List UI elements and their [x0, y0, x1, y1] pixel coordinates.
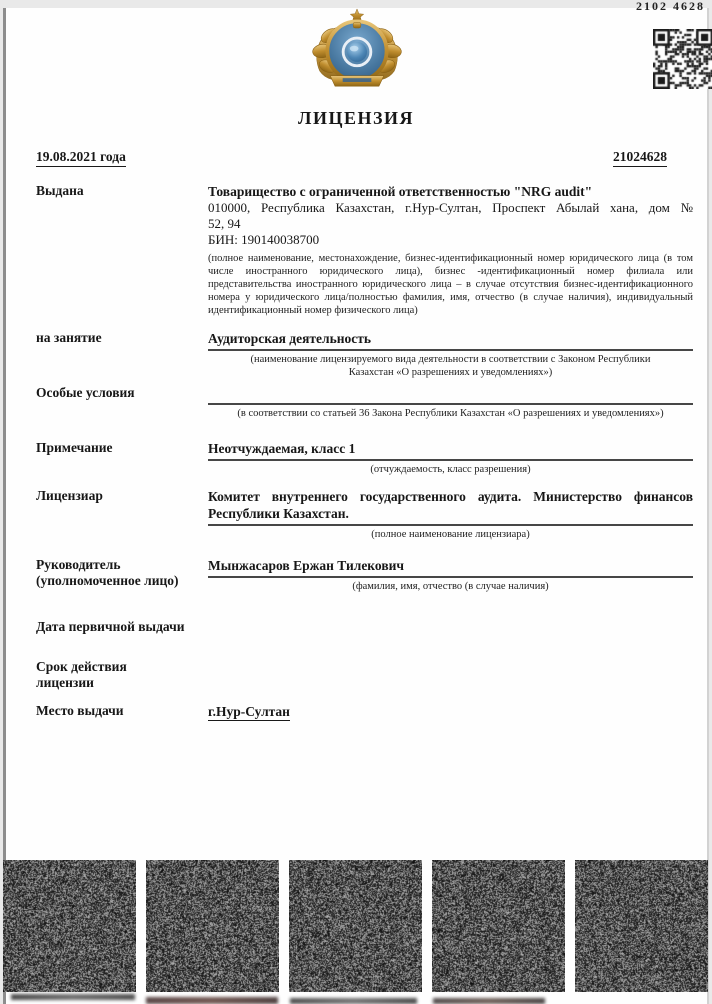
field-note: (полное наименование, местонахождение, бизнес-идентификационный номер юридического лица (в том числе иностранного юридического лица), бизнес -идентификационный номер филиала или представительства иностранного юридического лица – в случае отсутствия бизнес-идентификационного номера у юридического лица/полностью фамилия, имя, отчество (в случае наличия), индивидуальный идентификационный номер физического лица) — [208, 253, 693, 316]
special-conditions-value — [208, 385, 693, 401]
validity-label-line1: Срок действия — [36, 659, 127, 674]
license-number: 21024628 — [613, 149, 667, 167]
bottom-smudge — [11, 994, 135, 1000]
field-label: Выдана — [36, 183, 84, 198]
field-label: Примечание — [36, 440, 113, 455]
field-label: Место выдачи — [36, 703, 124, 718]
noise-block — [575, 860, 708, 992]
bottom-noise-strip — [3, 860, 709, 992]
cropped-code-text: 2102 4628 — [636, 0, 705, 13]
noise-block — [289, 860, 422, 992]
field-label — [36, 557, 208, 589]
licensee-address-line1: 010000, Республика Казахстан, г.Нур-Султан, Проспект Абылай хана, дом № — [208, 200, 693, 215]
head-name: Мынжасаров Ержан Тилекович — [208, 558, 405, 573]
activity-value: Аудиторская деятельность — [208, 331, 372, 346]
signature-rule — [208, 459, 693, 461]
field-label: на занятие — [36, 330, 102, 345]
date-number-row — [36, 149, 693, 167]
field-note: (фамилия, имя, отчество (в случае наличия) — [352, 581, 549, 592]
field-label: Особые условия — [36, 385, 135, 400]
document-title: ЛИЦЕНЗИЯ — [298, 108, 414, 128]
field-value — [208, 330, 693, 379]
bottom-smudge — [290, 998, 417, 1004]
field-row-activity — [36, 330, 693, 379]
licensor-value: Комитет внутреннего государственного аудита. Министерство финансов Республики Казахстан. — [208, 489, 693, 521]
validity-label-line2: лицензии — [36, 675, 94, 690]
signature-rule — [208, 349, 693, 351]
bottom-smudge — [433, 998, 545, 1004]
head-label-line2: (уполномоченное лицо) — [36, 573, 179, 588]
field-note: (полное наименование лицензиара) — [371, 529, 530, 540]
head-label-line1: Руководитель — [36, 557, 121, 572]
field-note: (отчуждаемость, класс разрешения) — [370, 464, 531, 475]
signature-rule — [208, 576, 693, 578]
noise-block — [3, 860, 136, 992]
field-row-validity — [36, 659, 693, 691]
kazakhstan-emblem-icon — [307, 8, 407, 92]
field-label: Дата первичной выдачи — [36, 619, 185, 634]
field-row-licensor — [36, 488, 693, 541]
field-row-issued-to — [36, 183, 693, 317]
field-row-first-issue-date — [36, 619, 693, 635]
license-document-page — [3, 0, 709, 1004]
field-label: Лицензиар — [36, 488, 103, 503]
field-row-remark — [36, 440, 693, 476]
field-label — [36, 659, 208, 691]
licensee-bin: БИН: 190140038700 — [208, 232, 320, 247]
noise-block — [146, 860, 279, 992]
licensee-address-line2: 52, 94 — [208, 216, 241, 231]
signature-rule — [208, 403, 693, 405]
field-row-head — [36, 557, 693, 593]
top-right-cropped-code — [636, 0, 706, 13]
field-value — [208, 385, 693, 420]
emblem-svg — [307, 8, 407, 92]
field-value — [208, 183, 693, 317]
qr-code-canvas — [653, 29, 712, 89]
scan-edge-right — [707, 8, 709, 1004]
licensee-name: Товарищество с ограниченной ответственностью "NRG audit" — [208, 184, 593, 199]
issue-place-value: г.Нур-Султан — [208, 704, 290, 719]
remark-value: Неотчуждаемая, класс 1 — [208, 441, 356, 456]
field-row-issue-place — [36, 703, 693, 721]
field-value — [208, 440, 693, 476]
scan-edge-left — [3, 8, 6, 1004]
noise-block — [432, 860, 565, 992]
signature-rule — [208, 524, 693, 526]
bottom-smudge — [146, 997, 278, 1004]
issue-date: 19.08.2021 года — [36, 149, 126, 167]
qr-code-icon — [653, 29, 709, 87]
field-note: (в соответствии со статьей 36 Закона Республики Казахстан «О разрешениях и уведомлениях») — [237, 408, 664, 419]
field-row-special-conditions — [36, 385, 693, 420]
field-value — [208, 703, 693, 721]
field-note: (наименование лицензируемого вида деятельности в соответствии с Законом Республики Казахстан «О разрешениях и уведомлениях») — [250, 354, 651, 378]
field-value — [208, 557, 693, 593]
document-body — [36, 149, 693, 721]
field-value — [208, 488, 693, 541]
